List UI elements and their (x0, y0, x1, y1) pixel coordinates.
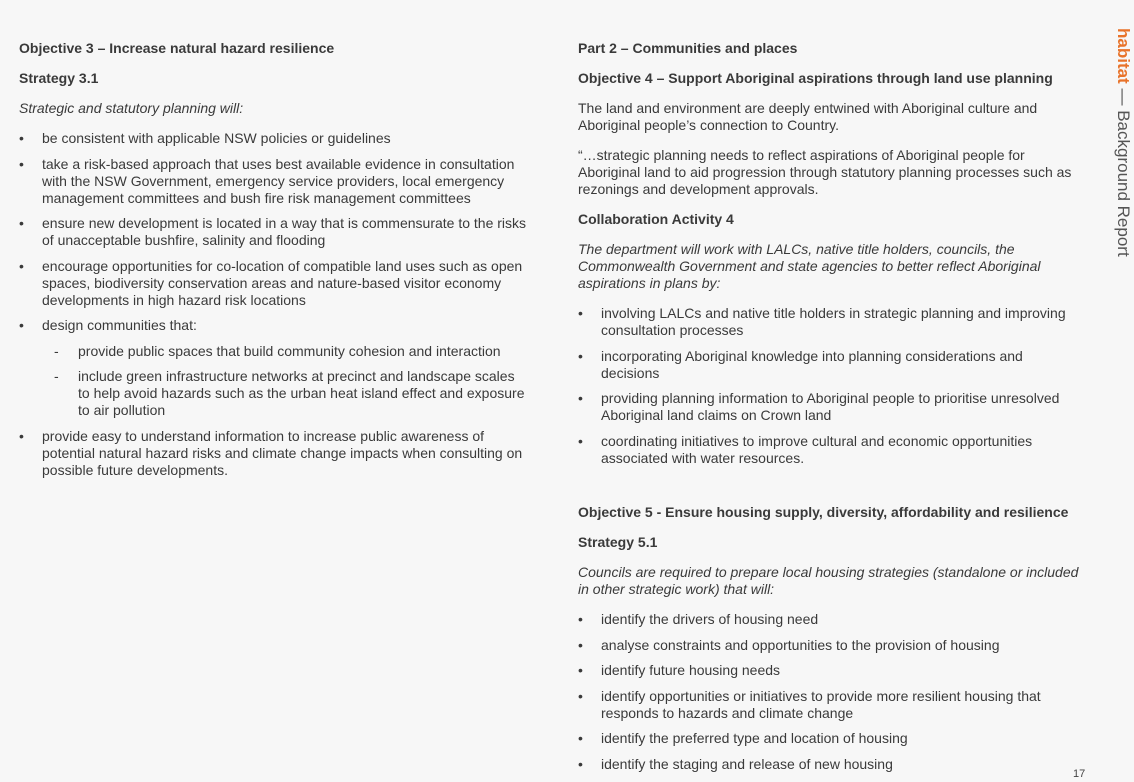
strategy-5-1-heading: Strategy 5.1 (578, 534, 658, 550)
list-item: • identify future housing needs (578, 662, 1083, 679)
sub-list-item: - provide public spaces that build community cohesion and interaction (42, 343, 529, 360)
header-separator: — (1114, 88, 1133, 106)
vertical-header (1113, 28, 1133, 257)
list-item: • encourage opportunities for co-location of compatible land uses such as open spaces, biodiversity conservation areas and nature-based visitor economy developments in high hazard risk locations (19, 258, 529, 309)
left-column (19, 40, 529, 487)
list-item: • incorporating Aboriginal knowledge into planning considerations and decisions (578, 348, 1083, 382)
quote-paragraph: “…strategic planning needs to reflect aspirations of Aboriginal people for Aboriginal land to aid progression through statutory planning processes such as rezonings and development approvals. (578, 147, 1072, 197)
list-item: • identify the drivers of housing need (578, 611, 1083, 628)
objective-5-heading: Objective 5 - Ensure housing supply, diversity, affordability and resilience (578, 504, 1069, 520)
objective-4-heading: Objective 4 – Support Aboriginal aspirations through land use planning (578, 70, 1053, 86)
list-item: • ensure new development is located in a way that is commensurate to the risks of unacceptable bushfire, salinity and flooding (19, 215, 529, 249)
list-item: • involving LALCs and native title holders in strategic planning and improving consultation processes (578, 305, 1083, 339)
brand-logo-text: habitat (1114, 28, 1133, 84)
document-title: Background Report (1114, 110, 1133, 257)
paragraph: The land and environment are deeply entwined with Aboriginal culture and Aboriginal people’s connection to Country. (578, 100, 1038, 133)
strategy-3-1-intro: Strategic and statutory planning will: (19, 100, 244, 116)
sub-list (42, 343, 529, 420)
right-column (578, 40, 1086, 781)
strategy-5-1-list (578, 611, 1083, 773)
page-number: 17 (1073, 768, 1086, 780)
strategy-3-1-list (19, 130, 529, 479)
list-item: • analyse constraints and opportunities to the provision of housing (578, 637, 1083, 654)
collaboration-activity-list (578, 305, 1083, 467)
list-item: • identify the staging and release of new housing (578, 756, 1083, 773)
list-item: • be consistent with applicable NSW policies or guidelines (19, 130, 529, 147)
list-item: • providing planning information to Aboriginal people to prioritise unresolved Aboriginal land claims on Crown land (578, 390, 1083, 424)
collaboration-activity-heading: Collaboration Activity 4 (578, 211, 734, 227)
list-item-text: design communities that: (42, 317, 197, 333)
objective-3-heading: Objective 3 – Increase natural hazard resilience (19, 40, 335, 56)
spacer (578, 475, 1083, 504)
sub-list-item: - include green infrastructure networks at precinct and landscape scales to help avoid hazards such as the urban heat island effect and exposure to air pollution (42, 368, 529, 419)
list-item-design-communities (19, 317, 529, 419)
list-item: • provide easy to understand information to increase public awareness of potential natural hazard risks and climate change impacts when consulting on possible future developments. (19, 428, 529, 479)
list-item: • coordinating initiatives to improve cultural and economic opportunities associated with water resources. (578, 433, 1083, 467)
list-item: • identify the preferred type and location of housing (578, 730, 1083, 747)
list-item: • take a risk-based approach that uses best available evidence in consultation with the NSW Government, emergency service providers, local emergency management committees and bush fire risk management committees (19, 156, 529, 207)
strategy-3-1-heading: Strategy 3.1 (19, 70, 99, 86)
list-item: • identify opportunities or initiatives to provide more resilient housing that responds to hazards and climate change (578, 688, 1083, 722)
strategy-5-1-intro: Councils are required to prepare local housing strategies (standalone or included in other strategic work) that will: (578, 564, 1079, 597)
part-2-heading: Part 2 – Communities and places (578, 40, 798, 56)
collaboration-activity-intro: The department will work with LALCs, native title holders, councils, the Commonwealth Government and state agencies to better reflect Aboriginal aspirations in plans by: (578, 241, 1041, 291)
